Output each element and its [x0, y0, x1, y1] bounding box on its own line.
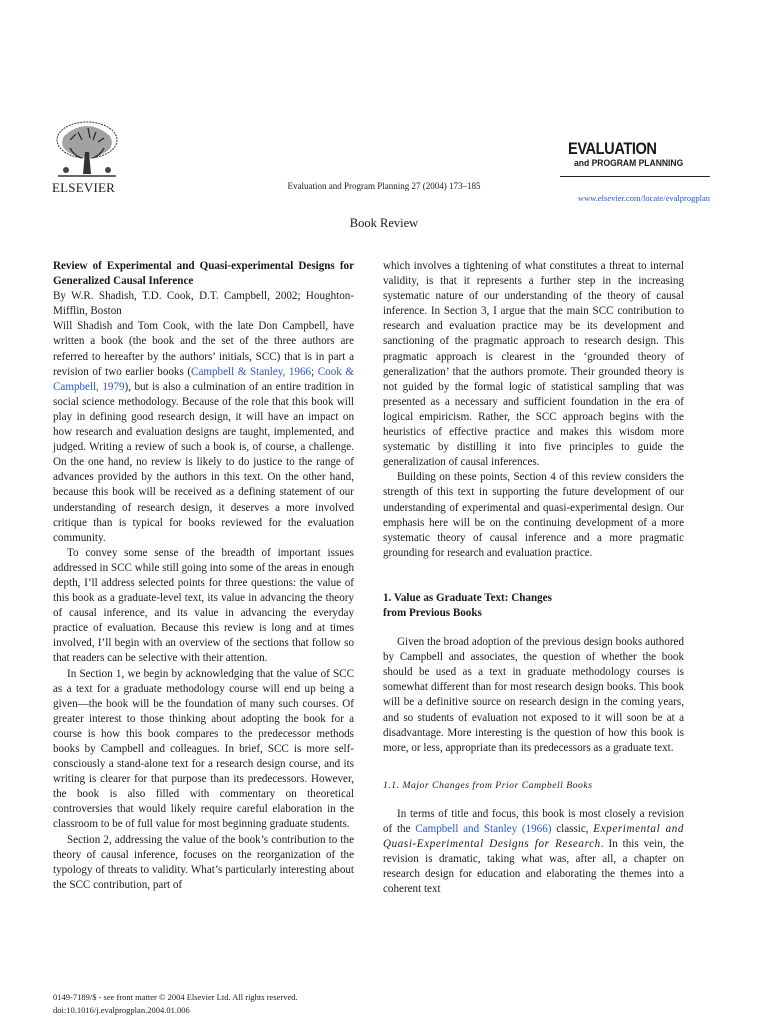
paragraph-text: . In this vein, the revision is dramatic, taking what was, after all, a chapter on research design for education and elaborating the themes into a coherent text	[383, 838, 684, 896]
copyright-line: 0149-7189/$ - see front matter © 2004 Elsevier Ltd. All rights reserved.	[53, 992, 298, 1002]
paragraph: In Section 1, we begin by acknowledging that the value of SCC as a text for a graduate methodology course will end up being a given—the book will be the foundation of many such courses. Of greater interest to those thinking about adopting the book for a course is how this book compares to the predecessor methods books by Campbell and colleagues. In brief, SCC is more self-consciously a stand-alone text for a research design course, and its writing is clearer for that purpose than its predecessors. However, the book is also filled with commentary on theoretical controversies that would likely require careful elaboration in the classroom to be of full value for most beginning graduate students.	[53, 667, 354, 831]
paragraph	[383, 807, 684, 898]
reference-separator: ;	[311, 365, 318, 378]
logo-divider	[560, 176, 710, 177]
journal-logo-title: EVALUATION	[568, 139, 657, 158]
section-heading-line: 1. Value as Graduate Text: Changes	[383, 591, 552, 604]
right-column	[383, 259, 684, 897]
book-byline: By W.R. Shadish, T.D. Cook, D.T. Campbell, 2002; Houghton-Mifflin, Boston	[53, 290, 354, 318]
paragraph-text: ), but is also a culmination of an entire tradition in social science methodology. Because of the role that this book will play in defining good research design, it will have an impact on how research and evaluation designs are taught, implemented, and judged. Writing a review of such a book is, of course, a challenge. On the one hand, no review is likely to do justice to the range of advances provided by the authors in this text. On the other hand, because this book will be received as a defining statement of our understanding of research design, it deserves a more involved critique than is typical for books reviewed for the evaluation community.	[53, 380, 354, 544]
journal-logo-subtitle: and PROGRAM PLANNING	[574, 158, 684, 169]
elsevier-tree-logo-icon	[52, 118, 122, 180]
paragraph: Section 2, addressing the value of the book’s contribution to the theory of causal inference, focuses on the reorganization of the typology of threats to validity. What’s particularly interesting about the SCC contribution, part of	[53, 833, 354, 891]
paragraph-text: Will Shadish and Tom Cook, with the late Don Campbell, have written a book (the book and the set of the three authors are referred to hereafter by the authors’ initials, SCC) that is in part a revision of two earlier books (	[53, 320, 354, 378]
reference-link[interactable]: Campbell & Stanley, 1966	[191, 365, 312, 378]
journal-citation: Evaluation and Program Planning 27 (2004) 173–185	[287, 181, 481, 191]
paragraph: which involves a tightening of what constitutes a threat to internal validity, is that it represents a further step in the increasing systematic nature of our understanding of the theory of causal inference. In Section 3, I argue that the main SCC contribution to research and evaluation practice may be its development and sanctioning of the pragmatic approach to research design. This pragmatic approach is clearest in the ‘grounded theory of generalization’ that the authors promote. Their grounded theory is not guided by the formal logic of statistical sampling that was presented as a necessary and sufficient foundation in the era of logical empiricism. Rather, the SCC approach begins with the heuristics of effective practice and makes this wisdom more systematic by distilling it into five principles to guide the generalization of causal inferences.	[383, 260, 684, 469]
section-heading-line: from Previous Books	[383, 606, 482, 619]
journal-url-link[interactable]: www.elsevier.com/locate/evalprogplan	[577, 193, 710, 203]
subsection-heading: 1.1. Major Changes from Prior Campbell Books	[383, 779, 593, 791]
paragraph: Given the broad adoption of the previous design books authored by Campbell and associates, the question of whether the book should be used as a text in graduate methodology courses is somewhat different than for most research design books. This book will be a definitive source on research design in the coming years, and so students of evaluation not exposed to it will soon be at a disadvantage. More interesting is the question of how this book is more, or less, appropriate than its predecessors as a graduate text.	[383, 636, 684, 754]
section-heading	[383, 591, 684, 621]
paragraph	[53, 319, 354, 545]
publisher-name: ELSEVIER	[52, 180, 115, 195]
left-column	[53, 259, 354, 893]
doi-line: doi:10.1016/j.evalprogplan.2004.01.006	[53, 1005, 190, 1015]
section-title: Book Review	[349, 216, 419, 230]
article-title: Review of Experimental and Quasi-experimental Designs for Generalized Causal Inference	[53, 260, 354, 288]
paragraph: To convey some sense of the breadth of important issues addressed in SCC while still going into some of the areas in enough depth, I’ll address selected points for three questions: the value of this book as a graduate-level text, its value in advancing the theory of causal inference, and its value in advancing the everyday practice of evaluation. Because this review is long and at times involved, I’ll begin with an overview of the sections that follow so that readers can be selective with their attention.	[53, 546, 354, 665]
book-title-italic: Experimental and Quasi-Experimental Designs for Research	[383, 823, 685, 851]
reference-link[interactable]: Cook & Campbell, 1979	[53, 365, 354, 393]
paragraph: Building on these points, Section 4 of this review considers the strength of this text in supporting the future development of our understanding of experimental and quasi-experimental design. Our emphasis here will be on the continuing development of a more systematic theory of causal inference and a more pragmatic grounding for research and evaluation practice.	[383, 471, 684, 559]
reference-link[interactable]: Campbell and Stanley (1966)	[415, 823, 552, 835]
paragraph-text: In terms of title and focus, this book is most closely a revision of the	[383, 807, 684, 835]
paragraph-text: classic,	[551, 823, 594, 835]
